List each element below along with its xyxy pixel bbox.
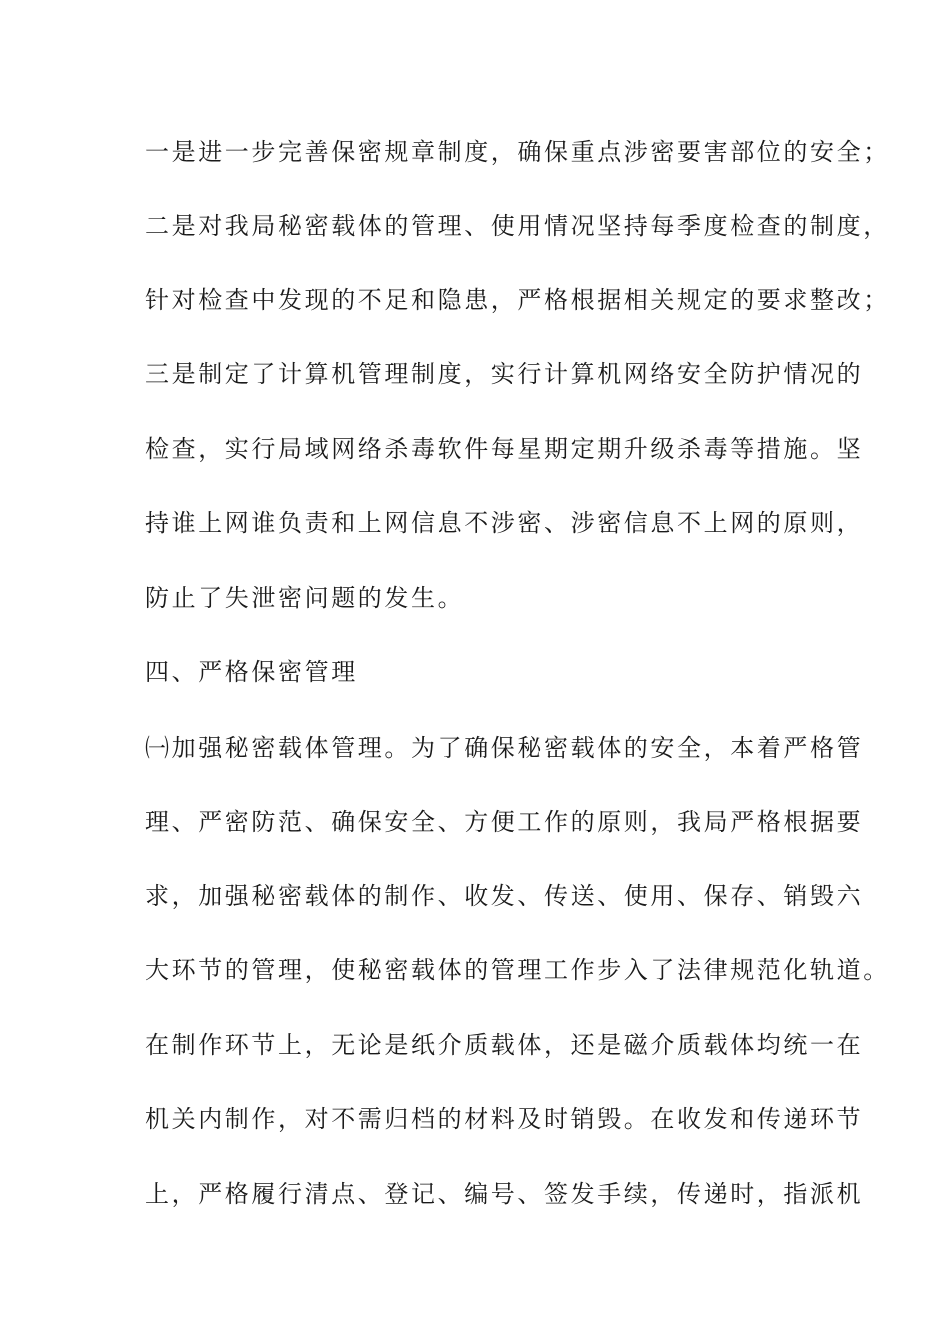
text-line: 在制作环节上，无论是纸介质载体，还是磁介质载体均统一在 <box>145 1031 864 1059</box>
text-line: 大环节的管理，使秘密载体的管理工作步入了法律规范化轨道。 <box>145 956 890 984</box>
text-line: 防止了失泄密问题的发生。 <box>145 584 465 612</box>
text-line: 上，严格履行清点、登记、编号、签发手续，传递时，指派机 <box>145 1180 864 1208</box>
text-line: 一是进一步完善保密规章制度，确保重点涉密要害部位的安全； <box>145 138 890 166</box>
text-line: 针对检查中发现的不足和隐患，严格根据相关规定的要求整改； <box>145 286 890 314</box>
text-line: 理、严密防范、确保安全、方便工作的原则，我局严格根据要 <box>145 808 864 836</box>
text-line: 机关内制作，对不需归档的材料及时销毁。在收发和传递环节 <box>145 1105 864 1133</box>
text-line: 三是制定了计算机管理制度，实行计算机网络安全防护情况的 <box>145 360 864 388</box>
text-line: 持谁上网谁负责和上网信息不涉密、涉密信息不上网的原则， <box>145 509 864 537</box>
text-line: 二是对我局秘密载体的管理、使用情况坚持每季度检查的制度， <box>145 212 890 240</box>
text-line: 求，加强秘密载体的制作、收发、传送、使用、保存、销毁六 <box>145 882 864 910</box>
section-heading: 四、严格保密管理 <box>145 658 358 686</box>
text-line: 检查，实行局域网络杀毒软件每星期定期升级杀毒等措施。坚 <box>145 435 864 463</box>
text-line: ㈠加强秘密载体管理。为了确保秘密载体的安全，本着严格管 <box>145 734 864 762</box>
